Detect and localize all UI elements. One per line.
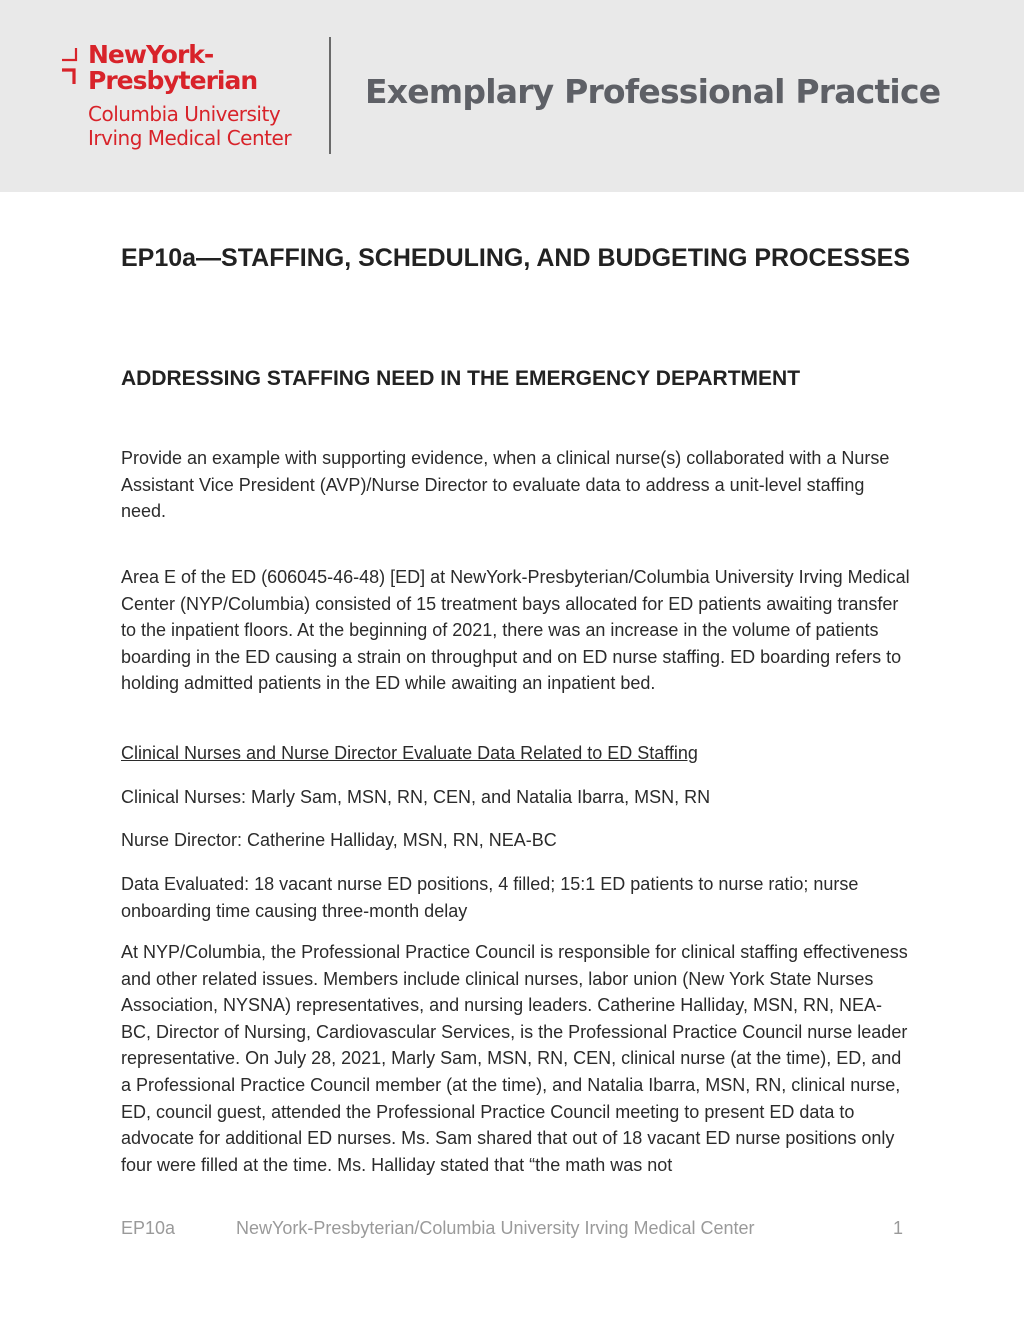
clinical-nurses-line: Clinical Nurses: Marly Sam, MSN, RN, CEN, and Natalia Ibarra, MSN, RN xyxy=(121,787,711,807)
subheading: Clinical Nurses and Nurse Director Evaluate Data Related to ED Staffing xyxy=(121,743,698,763)
nyp-bracket-logo-icon xyxy=(60,46,82,86)
nyp-logo xyxy=(58,40,318,160)
document-title: EP10a—STAFFING, SCHEDULING, AND BUDGETING PROCESSES xyxy=(121,244,910,272)
logo-text-line4: Irving Medical Center xyxy=(88,126,292,150)
prompt-paragraph: Provide an example with supporting evidence, when a clinical nurse(s) collaborated with a Nurse Assistant Vice President (AVP)/Nurse Director to evaluate data to address a unit-level staffing need. xyxy=(121,448,890,522)
header-title: Exemplary Professional Practice xyxy=(365,72,941,111)
nurse-director-line: Nurse Director: Catherine Halliday, MSN, RN, NEA-BC xyxy=(121,830,557,850)
footer-organization: NewYork-Presbyterian/Columbia University Irving Medical Center xyxy=(236,1218,755,1238)
page-number: 1 xyxy=(892,1218,903,1238)
logo-text-line1: NewYork- xyxy=(88,40,214,69)
council-paragraph: At NYP/Columbia, the Professional Practice Council is responsible for clinical staffing effectiveness and other related issues. Members include clinical nurses, labor union (New York State Nurses Association, NYSNA) representatives, and nursing leaders. Catherine Halliday, MSN, RN, NEA-BC, Director of Nursing, Cardiovascular Services, is the Professional Practice Council nurse leader representative. On July 28, 2021, Marly Sam, MSN, RN, CEN, clinical nurse (at the time), ED, and a Professional Practice Council member (at the time), and Natalia Ibarra, MSN, RN, clinical nurse, ED, council guest, attended the Professional Practice Council meeting to present ED data to advocate for additional ED nurses. Ms. Sam shared that out of 18 vacant ED nurse positions only four were filled at the time. Ms. Halliday stated that “the math was not xyxy=(121,942,908,1175)
section-title: ADDRESSING STAFFING NEED IN THE EMERGENCY DEPARTMENT xyxy=(121,367,801,390)
logo-text-line3: Columbia University xyxy=(88,102,281,126)
area-paragraph: Area E of the ED (606045-46-48) [ED] at NewYork-Presbyterian/Columbia University Irving Medical Center (NYP/Columbia) consisted of 15 treatment bays allocated for ED patients awaiting transfer to the inpatient floors. At the beginning of 2021, there was an increase in the volume of patients boarding in the ED causing a strain on throughput and on ED nurse staffing. ED boarding refers to holding admitted patients in the ED while awaiting an inpatient bed. xyxy=(121,567,910,694)
document-body xyxy=(121,240,911,1175)
page-footer xyxy=(121,1218,911,1244)
logo-text-line2: Presbyterian xyxy=(88,66,258,95)
header-divider xyxy=(329,37,331,154)
data-evaluated-line: Data Evaluated: 18 vacant nurse ED positions, 4 filled; 15:1 ED patients to nurse ratio; nurse onboarding time causing three-month delay xyxy=(121,874,859,921)
page-header xyxy=(0,0,1024,192)
footer-code: EP10a xyxy=(121,1218,176,1238)
